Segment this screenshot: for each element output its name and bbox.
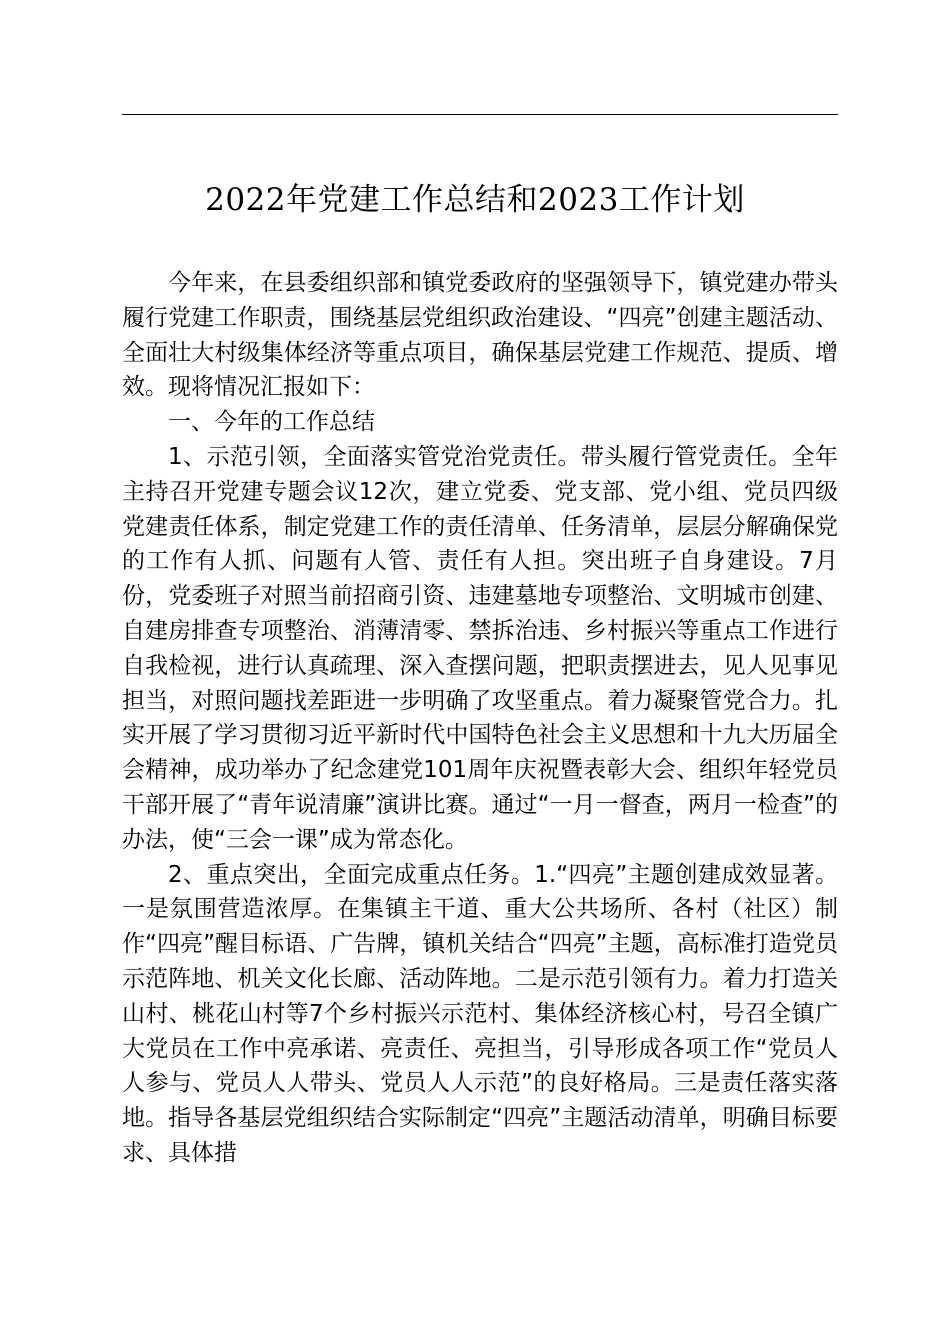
paragraph-2: 2、重点突出，全面完成重点任务。1.“四亮”主题创建成效显著。一是氛围营造浓厚。在集镇主干道、重大公共场所、各村（社区）制作“四亮”醒目标语、广告牌，镇机关结合“四亮”主题，高标准打造党员示范阵地、机关文化长廊、活动阵地。二是示范引领有力。着力打造关山村、桃花山村等7个乡村振兴示范村、集体经济核心村，号召全镇广大党员在工作中亮承诺、亮责任、亮担当，引导形成各项工作“党员人人参与、党员人人带头、党员人人示范”的良好格局。三是责任落实落地。指导各基层党组织结合实际制定“四亮”主题活动清单，明确目标要求、具体措 [122,861,838,1166]
section-heading: 一、今年的工作总结 [168,409,375,436]
paragraph-1: 1、示范引领，全面落实管党治党责任。带头履行管党责任。全年主持召开党建专题会议12次，建立党委、党支部、党小组、党员四级党建责任体系，制定党建工作的责任清单、任务清单，层层分解确保党的工作有人抓、问题有人管、责任有人担。突出班子自身建设。7月份，党委班子对照当前招商引资、违建墓地专项整治、文明城市创建、自建房排查专项整治、消薄清零、禁拆治违、乡村振兴等重点工作进行自我检视，进行认真疏理、深入查摆问题，把职责摆进去，见人见事见担当，对照问题找差距进一步明确了攻坚重点。着力凝聚管党合力。扎实开展了学习贯彻习近平新时代中国特色社会主义思想和十九大历届全会精神，成功举办了纪念建党101周年庆祝暨表彰大会、组织年轻党员干部开展了“青年说清廉”演讲比赛。通过“一月一督查，两月一检查”的办法，使“三会一课”成为常态化。 [122,443,838,853]
header-rule [122,114,838,115]
intro-paragraph: 今年来，在县委组织部和镇党委政府的坚强领导下，镇党建办带头履行党建工作职责，围绕基层党组织政治建设、“四亮”创建主题活动、全面壮大村级集体经济等重点项目，确保基层党建工作规范、提质、增效。现将情况汇报如下： [122,270,838,401]
document-title: 2022年党建工作总结和2023工作计划 [205,182,745,218]
document-body [122,266,838,1171]
